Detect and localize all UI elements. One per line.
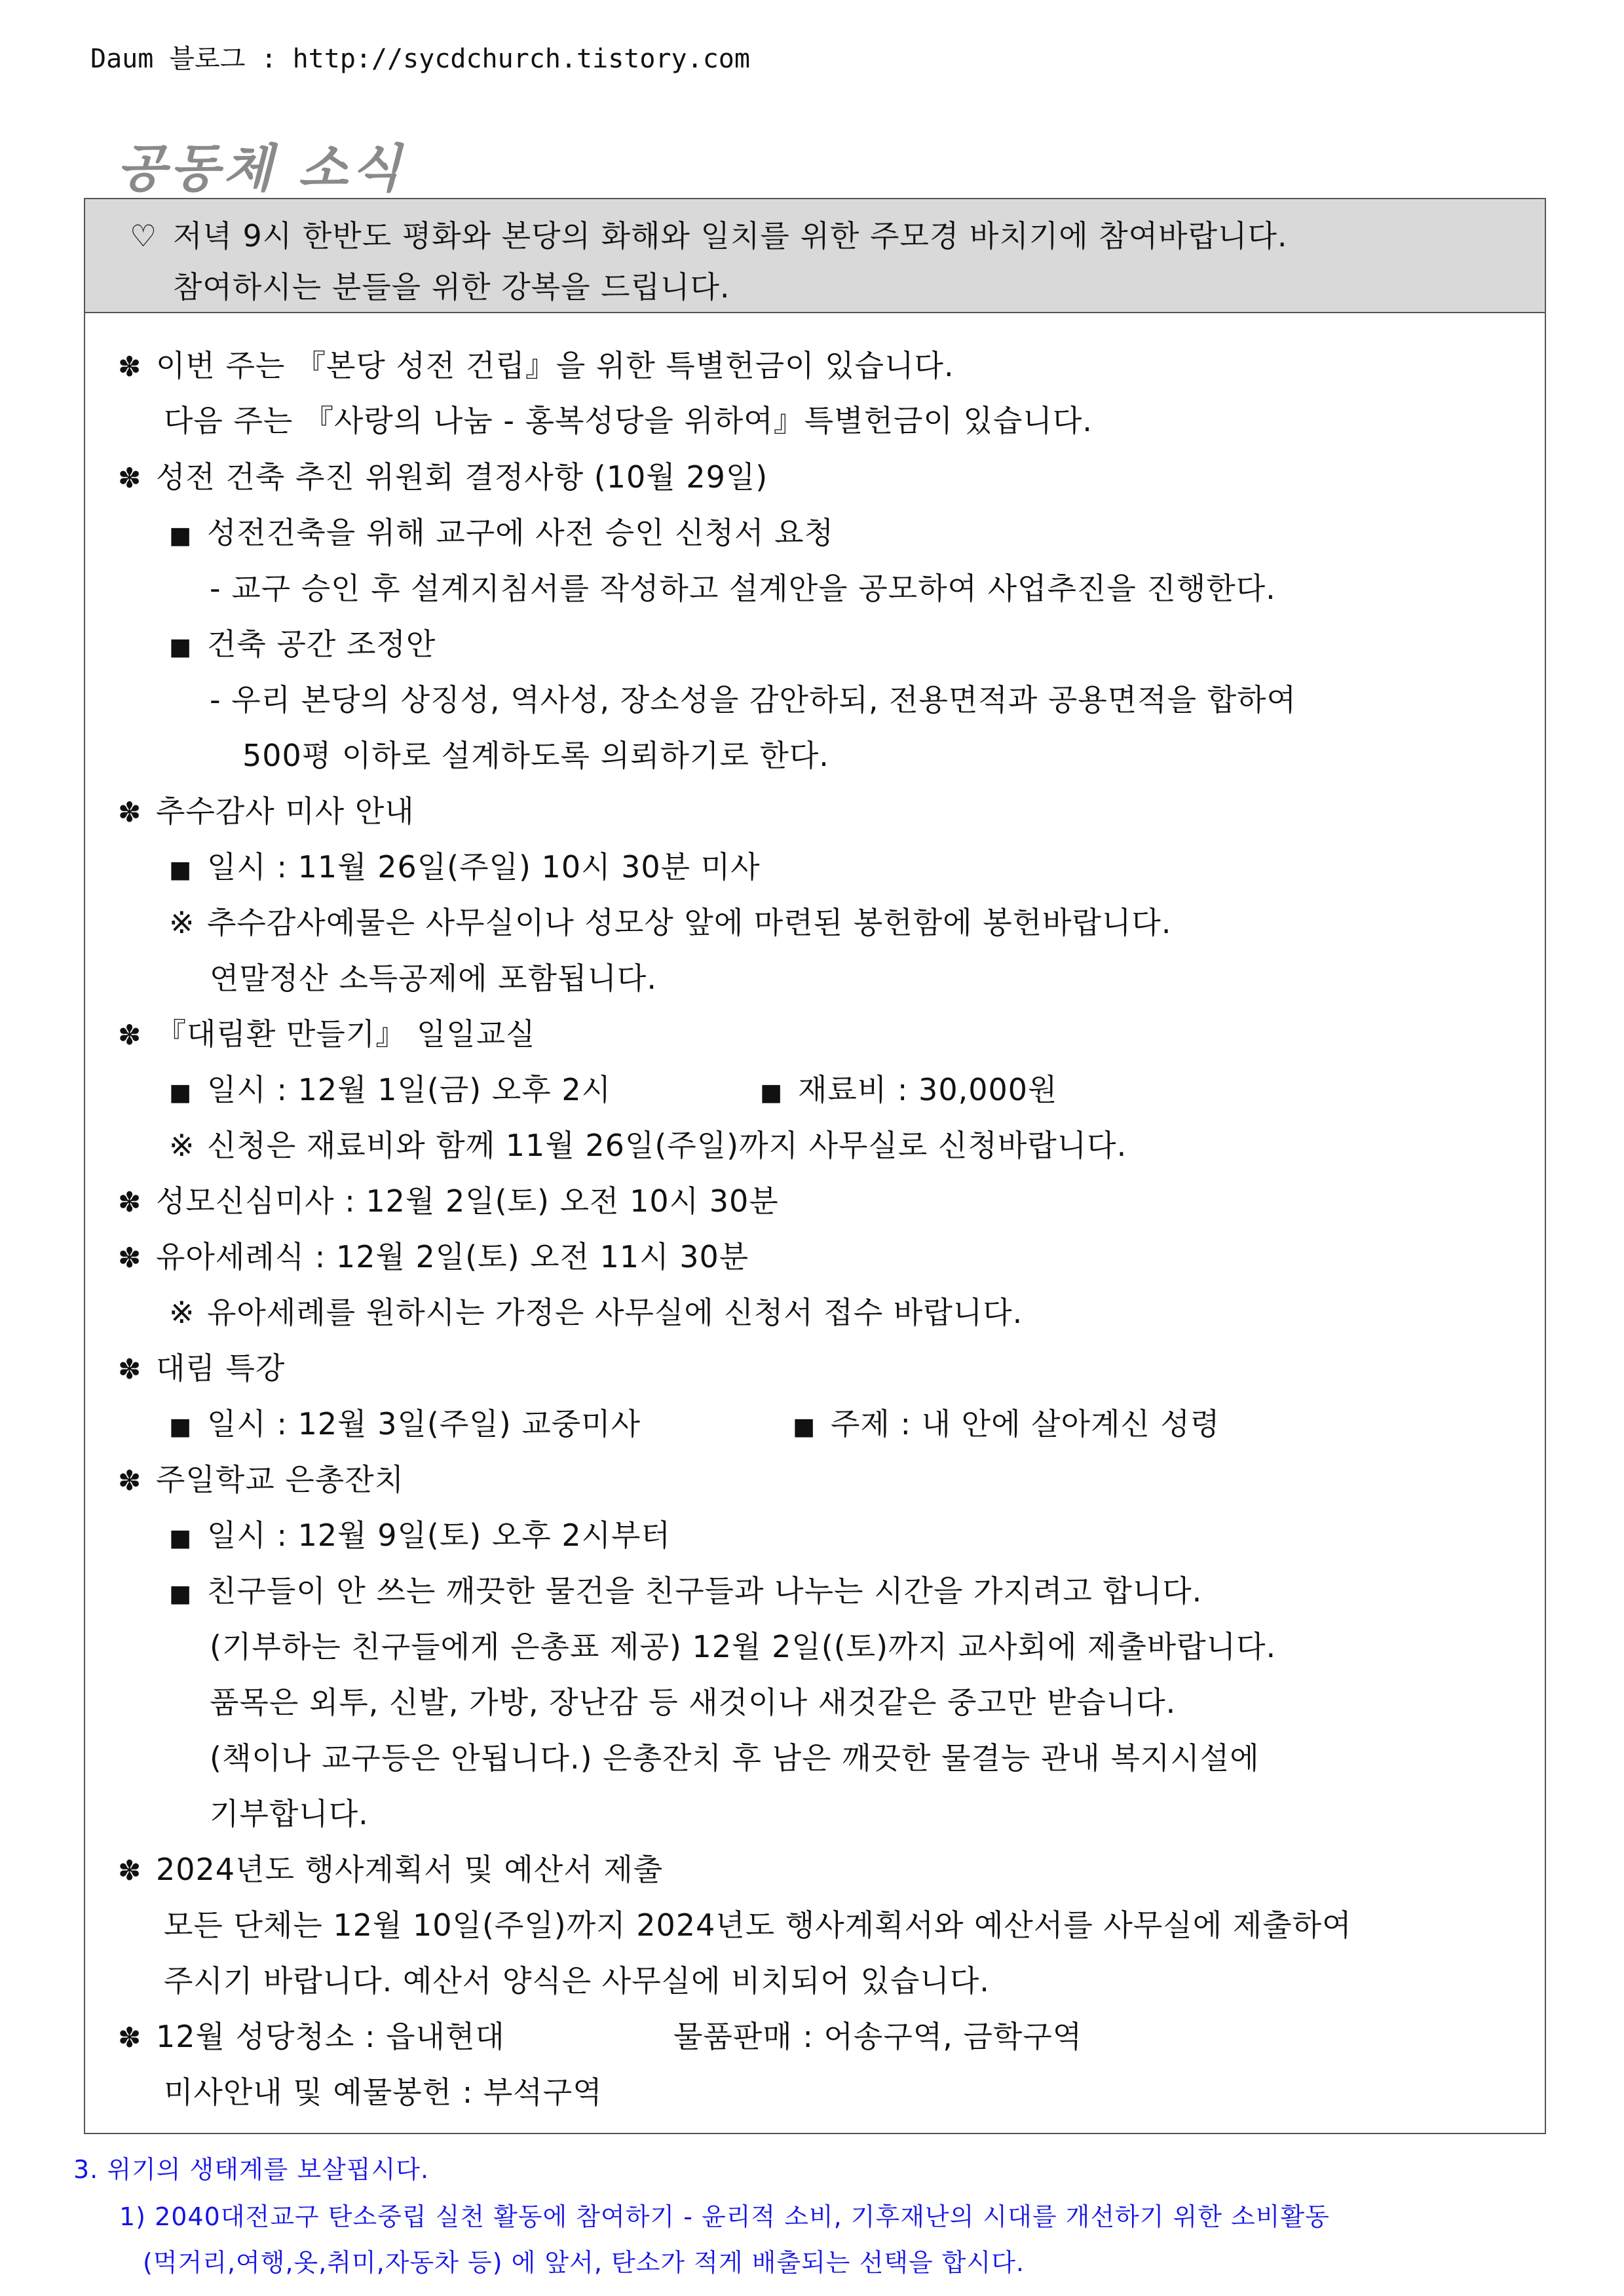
square-bullet-icon: ■ <box>169 1525 193 1552</box>
square-bullet-icon: ■ <box>169 1413 193 1440</box>
square-bullet-icon: ■ <box>169 522 193 549</box>
sub-item: ■ 주제 : 내 안에 살아계신 성령 <box>793 1406 1220 1445</box>
bullet-flower-icon: ✽ <box>118 1019 142 1051</box>
prayer-line-1: ♡ 저녁 9시 한반도 평화와 본당의 화해와 일치를 위한 주모경 바치기에 참여바랍니다. <box>130 218 1288 254</box>
list-item: ✽ 12월 성당청소 : 읍내현대 <box>118 2018 505 2056</box>
list-item-text: 다음 주는 『사랑의 나눔 - 홍복성당을 위하여』특별헌금이 있습니다. <box>164 403 1093 438</box>
header-source-url: Daum 블로그 : http://sycdchurch.tistory.com <box>90 44 750 74</box>
bullet-flower-icon: ✽ <box>118 2021 142 2054</box>
square-bullet-icon: ■ <box>169 1079 193 1106</box>
square-bullet-icon: ■ <box>169 856 193 883</box>
sub-item-detail: 품목은 외투, 신발, 가방, 장난감 등 새것이나 새것같은 중고만 받습니다. <box>210 1685 1177 1720</box>
list-item: ✽ 주일학교 은총잔치 <box>118 1461 404 1499</box>
sub-item: ■ 일시 : 12월 9일(토) 오후 2시부터 <box>169 1517 671 1557</box>
sub-item: ■ 일시 : 12월 3일(주일) 교중미사 <box>169 1406 641 1445</box>
announcement-box <box>84 198 1546 2134</box>
footer-line: 1) 2040대전교구 탄소중립 실천 활동에 참여하기 - 윤리적 소비, 기후재난의 시대를 개선하기 위한 소비활동 <box>119 2202 1330 2231</box>
sub-item: ■ 일시 : 12월 1일(금) 오후 2시 <box>169 1071 611 1111</box>
section-title: 공동체 소식 <box>117 140 405 199</box>
note-item: ※ 신청은 재료비와 함께 11월 26일(주일)까지 사무실로 신청바랍니다. <box>169 1128 1127 1163</box>
square-bullet-icon: ■ <box>793 1413 816 1440</box>
bullet-flower-icon: ✽ <box>118 1353 142 1385</box>
list-item: ✽ 『대림환 만들기』 일일교실 <box>118 1016 536 1054</box>
list-item-text: 주시기 바랍니다. 예산서 양식은 사무실에 비치되어 있습니다. <box>164 1963 990 1999</box>
sub-item: ■ 친구들이 안 쓰는 깨끗한 물건을 친구들과 나누는 시간을 가지려고 합니다. <box>169 1573 1202 1613</box>
sub-item-detail: (기부하는 친구들에게 은총표 제공) 12월 2일((토)까지 교사회에 제출바랍니다. <box>210 1629 1277 1664</box>
list-item-text: 모든 단체는 12월 10일(주일)까지 2024년도 행사계획서와 예산서를 사무실에 제출하여 <box>164 1907 1352 1943</box>
bullet-flower-icon: ✽ <box>118 351 142 383</box>
list-item: ✽ 2024년도 행사계획서 및 예산서 제출 <box>118 1851 663 1889</box>
list-item: ✽ 성전 건축 추진 위원회 결정사항 (10월 29일) <box>118 459 768 497</box>
list-item-text: 물품판매 : 어송구역, 금학구역 <box>673 2019 1083 2054</box>
bullet-flower-icon: ✽ <box>118 1242 142 1274</box>
list-item: ✽ 대림 특강 <box>118 1350 285 1388</box>
note-item: ※ 유아세례를 원하시는 가정은 사무실에 신청서 접수 바랍니다. <box>169 1295 1023 1330</box>
prayer-line-2: 참여하시는 분들을 위한 강복을 드립니다. <box>173 269 730 305</box>
reference-mark-icon: ※ <box>169 905 195 940</box>
sub-item-detail: 기부합니다. <box>210 1796 369 1831</box>
sub-item: ■ 일시 : 11월 26일(주일) 10시 30분 미사 <box>169 849 761 889</box>
note-item: ※ 추수감사예물은 사무실이나 성모상 앞에 마련된 봉헌함에 봉헌바랍니다. <box>169 905 1172 940</box>
prayer-banner <box>85 199 1545 313</box>
sub-item-detail: - 교구 승인 후 설계지침서를 작성하고 설계안을 공모하여 사업추진을 진행한다. <box>210 571 1276 606</box>
bullet-flower-icon: ✽ <box>118 462 142 494</box>
reference-mark-icon: ※ <box>169 1128 195 1163</box>
square-bullet-icon: ■ <box>760 1079 784 1106</box>
sub-item: ■ 건축 공간 조정안 <box>169 626 436 666</box>
list-item: ✽ 이번 주는 『본당 성전 건립』을 위한 특별헌금이 있습니다. <box>118 347 954 385</box>
sub-item-detail: (책이나 교구등은 안됩니다.) 은총잔치 후 남은 깨끗한 물결능 관내 복지시설에 <box>210 1740 1260 1776</box>
note-item-text: 연말정산 소득공제에 포함됩니다. <box>210 961 657 996</box>
footer-heading: 3. 위기의 생태계를 보살핍시다. <box>73 2155 430 2184</box>
square-bullet-icon: ■ <box>169 1580 193 1607</box>
square-bullet-icon: ■ <box>169 634 193 660</box>
sub-item-detail: - 우리 본당의 상징성, 역사성, 장소성을 감안하되, 전용면적과 공용면적을 합하여 <box>210 682 1297 718</box>
reference-mark-icon: ※ <box>169 1295 195 1330</box>
list-item: ✽ 유아세례식 : 12월 2일(토) 오전 11시 30분 <box>118 1238 749 1276</box>
heart-icon: ♡ <box>130 218 158 254</box>
sub-item-detail: 500평 이하로 설계하도록 의뢰하기로 한다. <box>242 738 829 773</box>
footer-line: (먹거리,여행,옷,취미,자동차 등) 에 앞서, 탄소가 적게 배출되는 선택을 합시다. <box>143 2248 1025 2277</box>
list-item: ✽ 성모신심미사 : 12월 2일(토) 오전 10시 30분 <box>118 1183 779 1221</box>
sub-item: ■ 성전건축을 위해 교구에 사전 승인 신청서 요청 <box>169 514 834 554</box>
list-item-text: 미사안내 및 예물봉헌 : 부석구역 <box>164 2075 603 2110</box>
bullet-flower-icon: ✽ <box>118 1464 142 1497</box>
sub-item: ■ 재료비 : 30,000원 <box>760 1071 1057 1111</box>
bullet-flower-icon: ✽ <box>118 1854 142 1886</box>
bullet-flower-icon: ✽ <box>118 796 142 828</box>
bullet-flower-icon: ✽ <box>118 1186 142 1218</box>
list-item: ✽ 추수감사 미사 안내 <box>118 793 415 831</box>
